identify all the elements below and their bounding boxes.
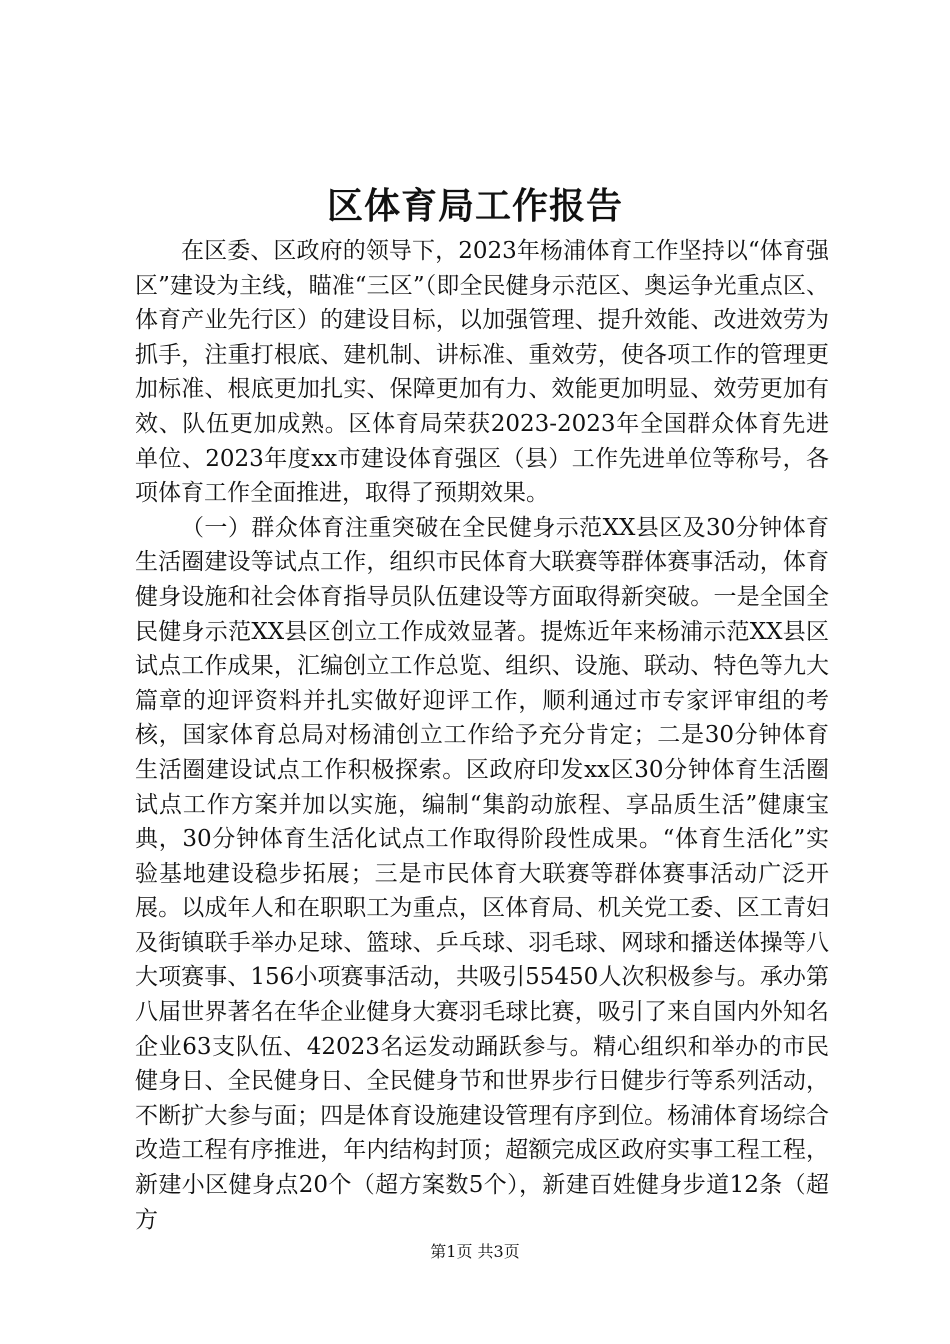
- page-number-footer: 第1页 共3页: [430, 1242, 520, 1261]
- document-title: 区体育局工作报告: [326, 185, 623, 227]
- document-body: [135, 234, 829, 1237]
- paragraph-section-one: （一）群众体育注重突破在全民健身示范XX县区及30分钟体育生活圈建设等试点工作，组织市民体育大联赛等群体赛事活动，体育健身设施和社会体育指导员队伍建设等方面取得新突破。一是全国全民健身示范XX县区创立工作成效显著。提炼近年来杨浦示范XX县区试点工作成果，汇编创立工作总览、组织、设施、联动、特色等九大篇章的迎评资料并扎实做好迎评工作，顺利通过市专家评审组的考核，国家体育总局对杨浦创立工作给予充分肯定；二是30分钟体育生活圈建设试点工作积极探索。区政府印发xx区30分钟体育生活圈试点工作方案并加以实施，编制“集韵动旅程、享品质生活”健康宝典，30分钟体育生活化试点工作取得阶段性成果。“体育生活化”实验基地建设稳步拓展；三是市民体育大联赛等群体赛事活动广泛开展。以成年人和在职职工为重点，区体育局、机关党工委、区工青妇及街镇联手举办足球、篮球、乒乓球、羽毛球、网球和播送体操等八大项赛事、156小项赛事活动，共吸引55450人次积极参与。承办第八届世界著名在华企业健身大赛羽毛球比赛，吸引了来自国内外知名企业63支队伍、42023名运发动踊跃参与。精心组织和举办的市民健身日、全民健身日、全民健身节和世界步行日健步行等系列活动，不断扩大参与面；四是体育设施建设管理有序到位。杨浦体育场综合改造工程有序推进，年内结构封顶；超额完成区政府实事工程工程，新建小区健身点20个（超方案数5个），新建百姓健身步道12条（超方: [135, 514, 829, 1233]
- paragraph-intro: 在区委、区政府的领导下，2023年杨浦体育工作坚持以“体育强区”建设为主线，瞄准“三区”（即全民健身示范区、奥运争光重点区、体育产业先行区）的建设目标，以加强管理、提升效能、改进效劳为抓手，注重打根底、建机制、讲标准、重效劳，使各项工作的管理更加标准、根底更加扎实、保障更加有力、效能更加明显、效劳更加有效、队伍更加成熟。区体育局荣获2023-2023年全国群众体育先进单位、2023年度xx市建设体育强区（县）工作先进单位等称号，各项体育工作全面推进，取得了预期效果。: [135, 238, 829, 507]
